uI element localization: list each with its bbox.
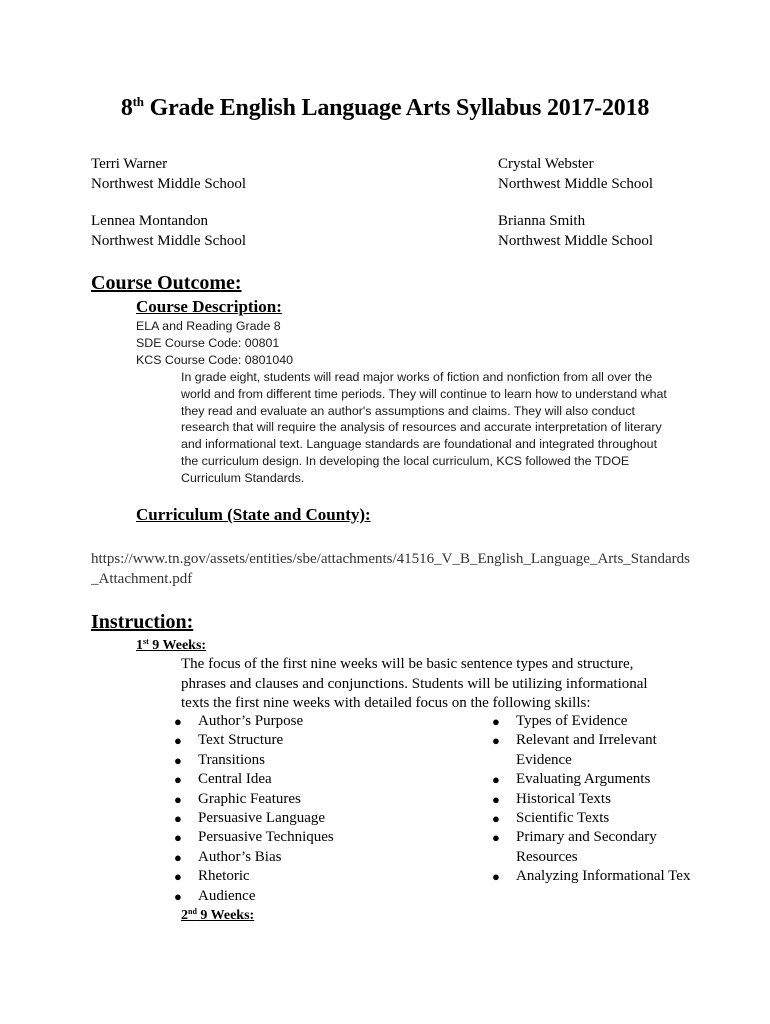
page-title xyxy=(0,94,770,122)
list-item xyxy=(492,809,692,828)
bullet-icon: ● xyxy=(174,752,182,768)
bullet-icon: ● xyxy=(174,811,182,827)
course-code-line: KCS Course Code: 0801040 xyxy=(136,352,294,367)
author-school: Northwest Middle School xyxy=(498,232,653,249)
list-item xyxy=(492,712,692,731)
course-code-line: ELA and Reading Grade 8 xyxy=(136,319,281,333)
course-codes xyxy=(136,318,293,368)
skill-label: Author’s Purpose xyxy=(198,713,304,729)
author-name: Brianna Smith xyxy=(498,213,586,229)
author-name: Lennea Montandon xyxy=(91,213,209,229)
skill-label: Text Structure xyxy=(198,732,284,749)
skill-label: Persuasive Techniques xyxy=(198,829,334,846)
course-description-heading xyxy=(136,297,354,317)
second-nine-weeks-heading xyxy=(181,907,254,924)
list-item xyxy=(174,770,464,789)
bullet-icon: ● xyxy=(174,830,182,846)
author-name: Terri Warner xyxy=(91,156,168,172)
bullet-icon: ● xyxy=(174,849,182,865)
skill-label: Relevant and Irrelevant Evidence xyxy=(516,732,657,768)
list-item xyxy=(174,751,464,770)
skill-label: Evaluating Arguments xyxy=(516,771,651,788)
list-item xyxy=(492,731,692,770)
author-block xyxy=(91,155,246,194)
bullet-icon: ● xyxy=(174,733,182,749)
list-item xyxy=(174,731,464,750)
title-grade-suffix: th xyxy=(132,94,144,109)
skills-list-left xyxy=(174,712,464,906)
skills-list-right xyxy=(492,712,692,887)
author-block xyxy=(91,212,246,251)
list-item xyxy=(174,848,464,867)
author-school: Northwest Middle School xyxy=(498,175,653,192)
weeks-ordinal: st xyxy=(143,637,149,646)
bullet-icon: ● xyxy=(492,811,500,827)
bullet-icon: ● xyxy=(174,791,182,807)
skill-label: Author’s Bias xyxy=(198,848,282,865)
bullet-icon: ● xyxy=(174,869,182,885)
title-grade-number: 8 xyxy=(120,95,133,121)
title-text: Grade English Language Arts Syllabus 2017-2018 xyxy=(143,95,650,121)
course-description-text: In grade eight, students will read major works of fiction and nonfiction from all over the world and from different time periods. They will continue to learn how to understand what they read and evaluate an author's assumptions and claims. They will also conduct research that will require the analysis of resources and accurate interpretation of literary and informational text. Language standards are foundational and integrated throughout the curriculum design. In developing the local curriculum, KCS followed the TDOE Curriculum Standards. xyxy=(181,370,667,485)
list-item xyxy=(492,828,692,867)
list-item xyxy=(174,809,464,828)
bullet-icon: ● xyxy=(492,733,500,749)
first-nine-weeks-focus: The focus of the first nine weeks will be basic sentence types and structure, phrases and clauses and conjunctions. Students will be utilizing informational texts the first nine weeks with detailed focus on the following skills: xyxy=(181,656,648,711)
skill-label: Audience xyxy=(198,887,256,904)
skill-label: Graphic Features xyxy=(198,790,301,807)
list-item xyxy=(492,867,692,886)
list-item xyxy=(492,790,692,809)
curriculum-heading: Curriculum (State and County): xyxy=(136,505,371,524)
course-outcome-heading: Course Outcome: xyxy=(91,272,242,294)
weeks-number: 1 xyxy=(136,638,143,653)
skill-label: Rhetoric xyxy=(198,868,250,885)
weeks-number: 2 xyxy=(181,908,188,923)
skill-label: Types of Evidence xyxy=(516,713,628,729)
instruction-heading: Instruction: xyxy=(91,611,194,633)
author-school: Northwest Middle School xyxy=(91,175,246,192)
bullet-icon: ● xyxy=(174,714,182,729)
author-name: Crystal Webster xyxy=(498,156,594,172)
list-item xyxy=(174,887,464,906)
author-block xyxy=(498,155,653,194)
author-block xyxy=(498,212,653,251)
weeks-label: 9 Weeks: xyxy=(148,638,207,653)
list-item xyxy=(174,712,464,731)
bullet-icon: ● xyxy=(174,888,182,904)
skill-label: Transitions xyxy=(198,751,265,768)
first-nine-weeks-heading xyxy=(136,637,206,654)
list-item xyxy=(492,770,692,789)
bullet-icon: ● xyxy=(492,791,500,807)
bullet-icon: ● xyxy=(492,869,500,885)
bullet-icon: ● xyxy=(174,772,182,788)
skill-label: Central Idea xyxy=(198,771,272,788)
curriculum-standards-link[interactable]: https://www.tn.gov/assets/entities/sbe/attachments/41516_V_B_English_Language_Arts_Standards_Attachment.pdf xyxy=(91,551,690,587)
skill-label: Analyzing Informational Tex xyxy=(516,868,691,885)
skill-label: Historical Texts xyxy=(516,790,611,807)
skill-label: Persuasive Language xyxy=(198,810,326,827)
bullet-icon: ● xyxy=(492,830,500,846)
bullet-icon: ● xyxy=(492,714,500,729)
skill-label: Primary and Secondary Resources xyxy=(516,829,657,865)
list-item xyxy=(174,790,464,809)
list-item xyxy=(174,828,464,847)
course-description-label: Course Description: xyxy=(136,297,282,316)
bullet-icon: ● xyxy=(492,772,500,788)
course-code-line: SDE Course Code: 00801 xyxy=(136,335,280,350)
skill-label: Scientific Texts xyxy=(516,810,610,827)
list-item xyxy=(174,867,464,886)
weeks-label: 9 Weeks: xyxy=(196,908,255,923)
weeks-ordinal: nd xyxy=(188,907,197,916)
author-school: Northwest Middle School xyxy=(91,232,246,249)
